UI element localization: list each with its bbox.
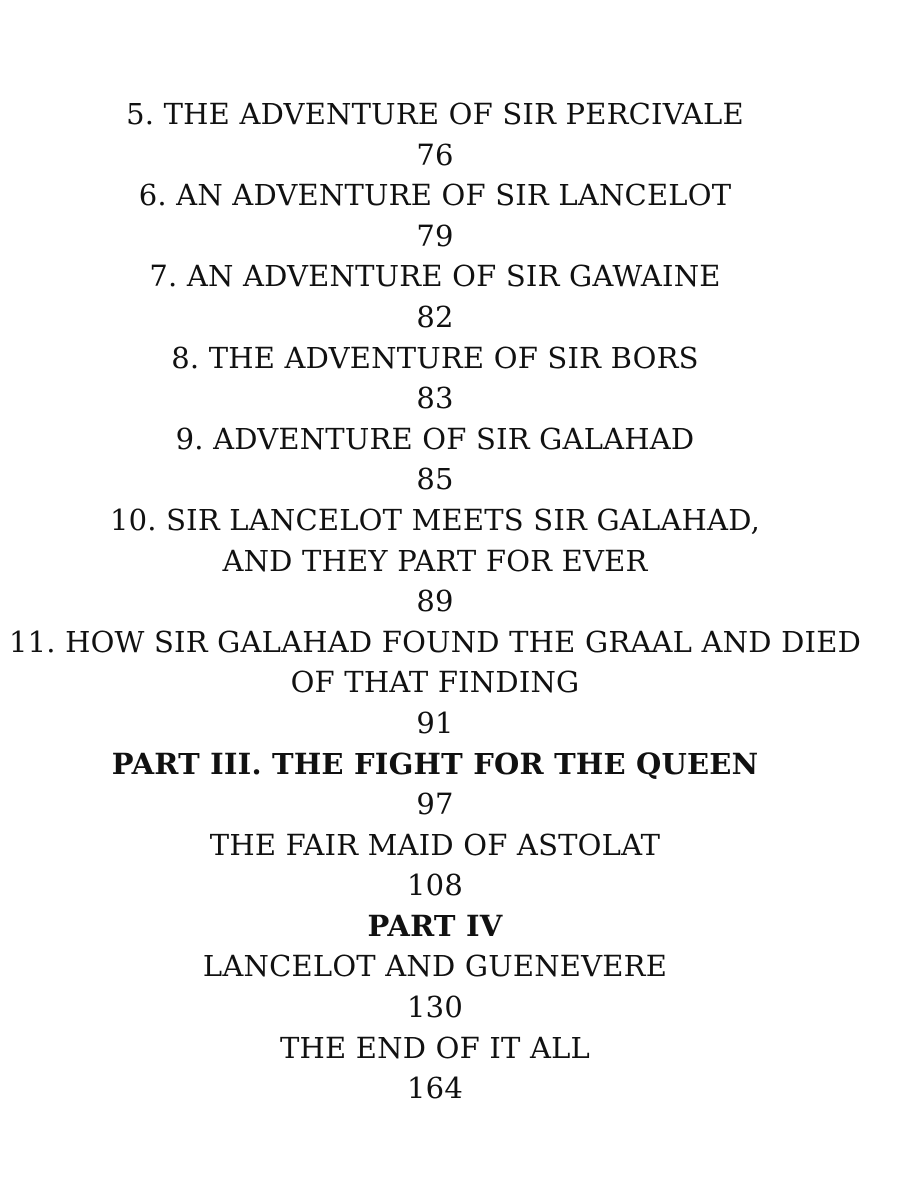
toc-entry-page: 97 bbox=[416, 787, 454, 822]
table-of-contents bbox=[0, 94, 870, 1109]
toc-entry-title: 8. THE ADVENTURE OF SIR BORS bbox=[171, 340, 699, 375]
toc-entry-page: 130 bbox=[407, 990, 463, 1025]
toc-entry-title: 9. ADVENTURE OF SIR GALAHAD bbox=[175, 421, 695, 456]
toc-entry-title-continued: OF THAT FINDING bbox=[290, 665, 580, 700]
toc-entry-title: 10. SIR LANCELOT MEETS SIR GALAHAD, bbox=[109, 502, 761, 537]
toc-entry-page: 108 bbox=[407, 868, 463, 903]
toc-entry-page: 85 bbox=[416, 462, 454, 497]
toc-entry-title: THE FAIR MAID OF ASTOLAT bbox=[209, 827, 661, 862]
toc-entry-page: 91 bbox=[416, 705, 454, 740]
toc-entry-title: 6. AN ADVENTURE OF SIR LANCELOT bbox=[138, 178, 732, 213]
toc-entry-title-continued: AND THEY PART FOR EVER bbox=[222, 543, 648, 578]
toc-entry-title: LANCELOT AND GUENEVERE bbox=[202, 949, 668, 984]
part-heading: PART IV bbox=[367, 908, 503, 943]
toc-entry-title: THE END OF IT ALL bbox=[279, 1030, 591, 1065]
toc-entry-page: 83 bbox=[416, 381, 454, 416]
toc-entry-page: 89 bbox=[416, 584, 454, 619]
toc-entry-page: 82 bbox=[416, 299, 454, 334]
toc-entry-page: 76 bbox=[416, 137, 454, 172]
part-heading: PART III. THE FIGHT FOR THE QUEEN bbox=[111, 746, 759, 781]
toc-entry-title: 11. HOW SIR GALAHAD FOUND THE GRAAL AND DIED bbox=[8, 624, 862, 659]
toc-entry-title: 7. AN ADVENTURE OF SIR GAWAINE bbox=[149, 259, 721, 294]
toc-entry-page: 164 bbox=[407, 1071, 463, 1106]
toc-entry-page: 79 bbox=[416, 218, 454, 253]
toc-entry-title: 5. THE ADVENTURE OF SIR PERCIVALE bbox=[126, 97, 744, 131]
